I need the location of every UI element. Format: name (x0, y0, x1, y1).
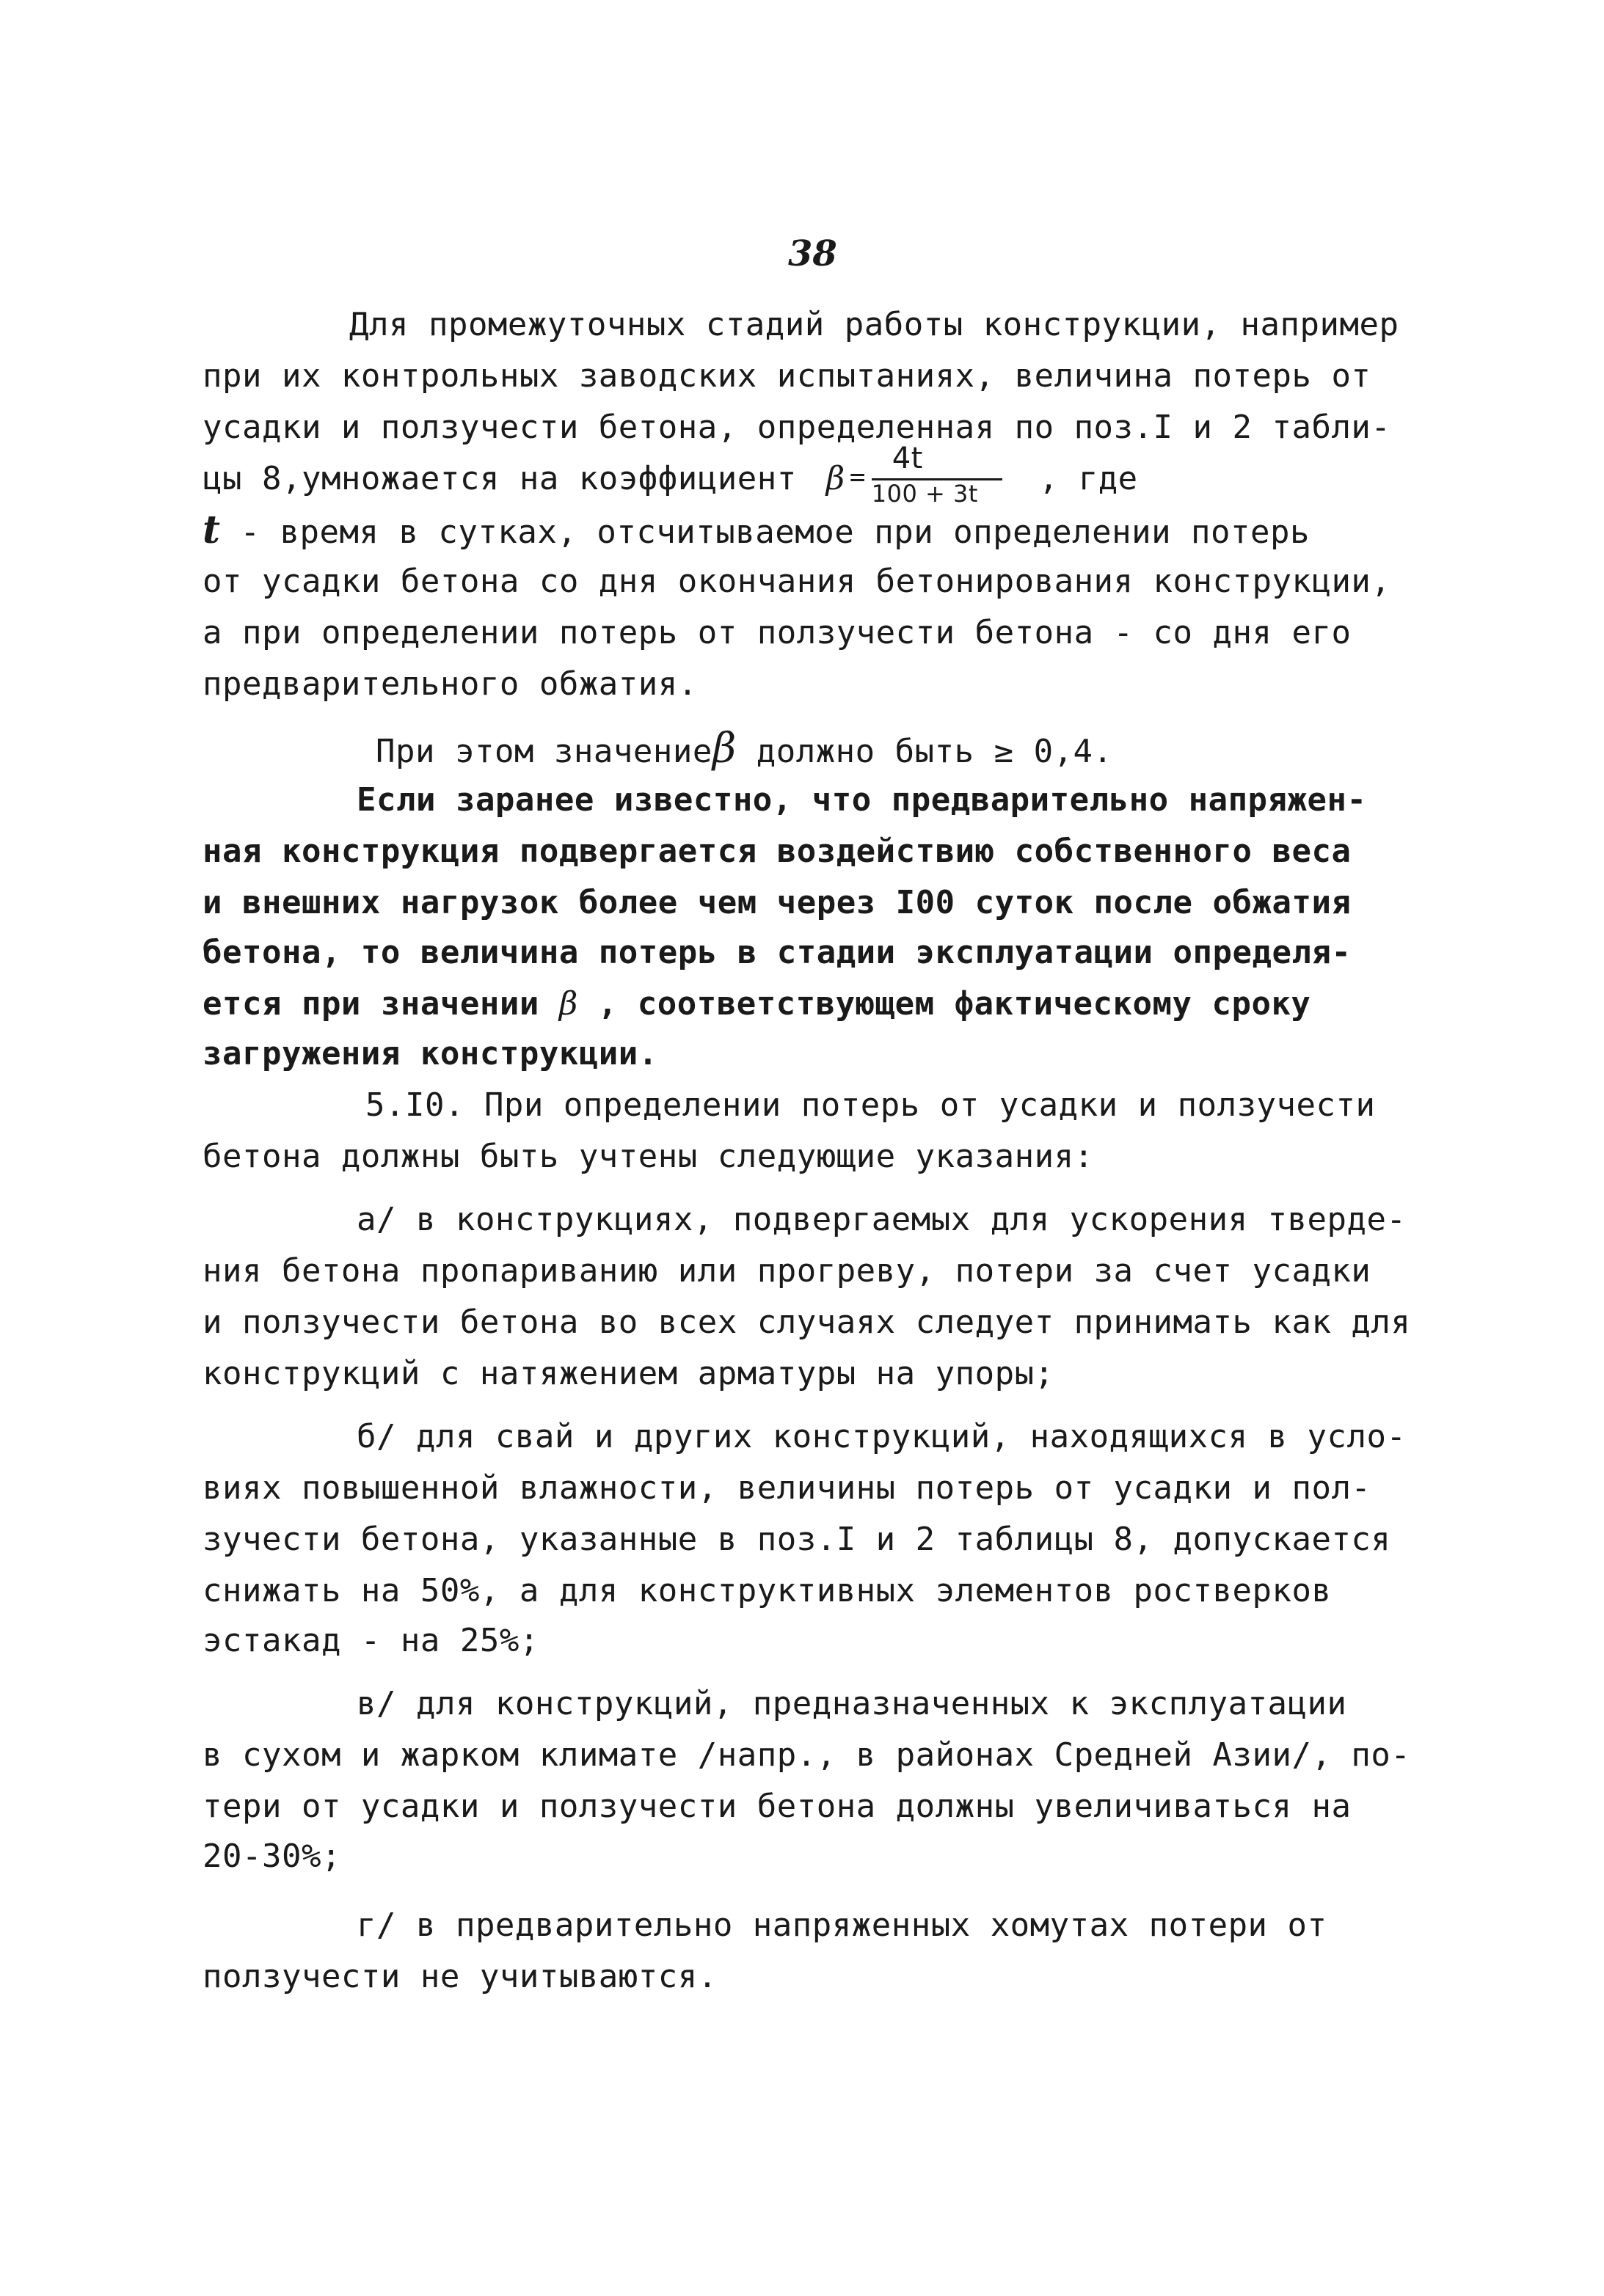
text-line: конструкций с натяжением арматуры на упоры; (203, 1355, 1054, 1392)
text-line: при их контрольных заводских испытаниях, величина потерь от (203, 357, 1371, 395)
text-segment: ется при значении (203, 985, 539, 1023)
text-line: а при определении потерь от ползучести бетона - со дня его (203, 614, 1352, 651)
text-segment: - время в сутках, отсчитываемое при определении потерь (220, 513, 1310, 551)
text-line: усадки и ползучести бетона, определенная по поз.I и 2 табли- (203, 409, 1391, 446)
text-line: а/ в конструкциях, подвергаемых для ускорения тверде- (357, 1201, 1407, 1238)
text-line: ная конструкция подвергается воздействию собственного веса (203, 833, 1352, 870)
time-symbol: t (203, 508, 221, 552)
text-line: 5.I0. При определении потерь от усадки и ползучести (365, 1086, 1376, 1124)
page-number: 38 (788, 233, 837, 274)
beta-symbol: β (558, 985, 578, 1023)
text-line (203, 981, 1310, 1027)
text-line: Для промежуточных стадий работы конструкции, например (349, 306, 1399, 343)
formula-numerator: 4t (892, 442, 923, 475)
beta-symbol: β (712, 725, 737, 772)
text-line: и ползучести бетона во всех случаях следует принимать как для (203, 1304, 1411, 1341)
text-line: предварительного обжатия. (203, 665, 698, 703)
beta-formula (797, 442, 1039, 508)
text-line: и внешних нагрузок более чем через I00 суток после обжатия (203, 884, 1352, 921)
text-line-with-formula (203, 442, 1138, 508)
text-line: виях повышенной влажности, величины потерь от усадки и пол- (203, 1469, 1371, 1507)
text-segment: должно быть ≥ 0,4. (736, 733, 1113, 770)
text-line (376, 726, 1113, 772)
formula-equals: = (849, 462, 866, 492)
text-line: бетона должны быть учтены следующие указания: (203, 1138, 1094, 1175)
text-segment: , соответствующем фактическому сроку (577, 985, 1311, 1023)
text-line: в/ для конструкций, предназначенных к эксплуатации (357, 1685, 1347, 1722)
text-segment: , где (1038, 460, 1138, 497)
formula-denominator: 100 + 3t (871, 480, 978, 508)
text-line: б/ для свай и других конструкций, находящихся в усло- (357, 1418, 1407, 1455)
text-segment: При этом значение (376, 733, 712, 770)
text-line (203, 508, 1310, 553)
text-line: бетона, то величина потерь в стадии эксплуатации определя- (203, 934, 1352, 971)
text-line: ния бетона пропариванию или прогреву, потери за счет усадки (203, 1252, 1371, 1290)
text-line: г/ в предварительно напряженных хомутах потери от (357, 1906, 1327, 1944)
text-line: тери от усадки и ползучести бетона должны увеличиваться на (203, 1788, 1352, 1825)
text-segment: цы 8,умножается на коэффициент (203, 460, 797, 497)
text-line: от усадки бетона со дня окончания бетонирования конструкции, (203, 563, 1391, 600)
text-line: эстакад - на 25%; (203, 1622, 539, 1659)
text-line: 20-30%; (203, 1838, 341, 1875)
text-line: загружения конструкции. (203, 1035, 658, 1072)
text-line: ползучести не учитываются. (203, 1958, 718, 1995)
text-line: в сухом и жарком климате /напр., в районах Средней Азии/, по- (203, 1736, 1411, 1774)
text-line: снижать на 50%, а для конструктивных элементов ростверков (203, 1572, 1332, 1609)
formula-beta: β (825, 460, 845, 497)
text-line: Если заранее известно, что предварительно напряжен- (357, 781, 1367, 819)
text-line: зучести бетона, указанные в поз.I и 2 таблицы 8, допускается (203, 1521, 1391, 1558)
